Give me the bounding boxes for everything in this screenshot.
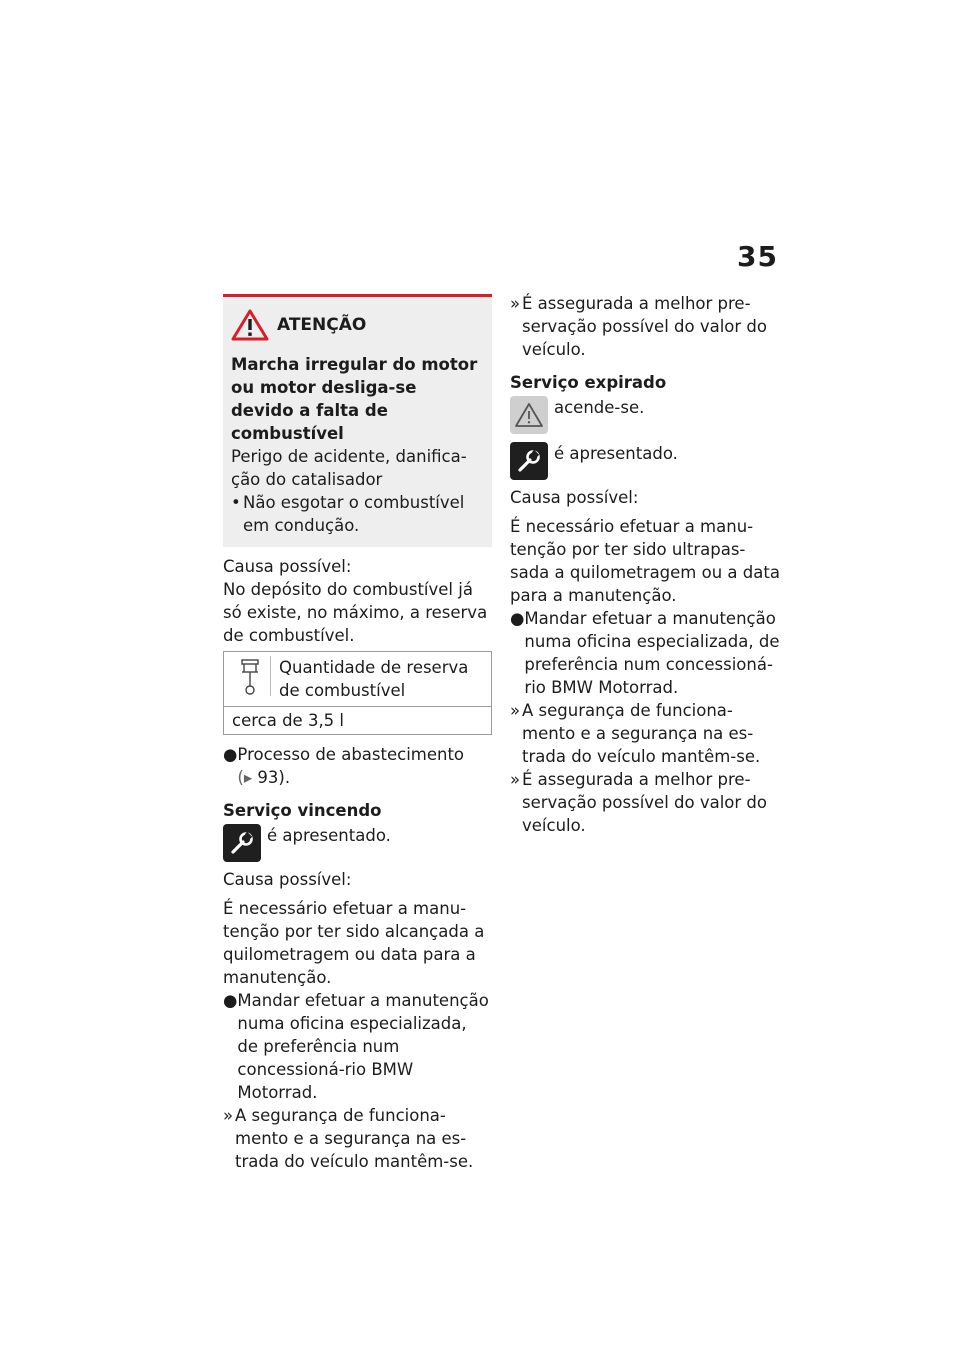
table-value: cerca de 3,5 l: [232, 711, 345, 730]
cause-text: No depósito do combustível já só existe, no máximo, a reserva de combustível.: [223, 580, 488, 645]
result-top: [510, 292, 782, 361]
result-mark: »: [223, 1106, 234, 1125]
service-expired-result-2: [510, 768, 782, 837]
page-number: 35: [737, 240, 778, 273]
warning-text: Perigo de acidente, danifica-ção do catalisador: [231, 447, 467, 489]
wrench-icon: [510, 442, 548, 480]
bullet-mark: ●: [223, 745, 238, 764]
fuel-icon-cell: [230, 656, 271, 696]
warning-triangle-icon: [231, 309, 269, 341]
service-expired-result-1-text: A segurança de funciona-mento e a segurança na es-trada do veículo mantêm-se.: [522, 701, 761, 766]
warning-title: ATENÇÃO: [277, 314, 367, 335]
right-column: [510, 292, 782, 837]
result-top-text: É assegurada a melhor pre-servação possível do valor do veículo.: [522, 294, 767, 359]
service-expired-warning-line: [510, 396, 782, 434]
service-due-bullet: [223, 989, 492, 1104]
result-mark: »: [510, 770, 521, 789]
service-due-cause-text: É necessário efetuar a manu-tenção por ter sido alcançada a quilometragem ou data para a manutenção.: [223, 899, 485, 987]
page-reference[interactable]: 93).: [257, 768, 291, 787]
refuel-bullet: [223, 743, 492, 789]
table-label: Quantidade de reserva de combustível: [279, 658, 469, 700]
bullet-mark: ●: [510, 609, 525, 628]
fuel-pump-icon: [239, 658, 261, 696]
fuel-reserve-table: [223, 651, 492, 735]
service-expired-result-1: [510, 699, 782, 768]
service-expired-wrench-line: [510, 442, 782, 480]
service-due-cause-label: Causa possível:: [223, 870, 352, 889]
service-expired-cause-label: Causa possível:: [510, 488, 639, 507]
spacer: [510, 434, 782, 440]
service-expired-cause-text: É necessário efetuar a manu-tenção por ter sido ultrapas-sada a quilometragem ou a data para a manutenção.: [510, 517, 780, 605]
wrench-icon: [223, 824, 261, 862]
warning-bullet: [231, 491, 484, 537]
result-mark: »: [510, 294, 521, 313]
service-due-bullet-text: Mandar efetuar a manutenção numa oficina especializada, de preferência num concessioná-rio BMW Motorrad.: [237, 991, 489, 1102]
service-expired-bullet-text: Mandar efetuar a manutenção numa oficina especializada, de preferência num concessioná-rio BMW Motorrad.: [524, 609, 780, 697]
result-mark: »: [510, 701, 521, 720]
left-column: [223, 294, 492, 1173]
warning-box: [223, 294, 492, 547]
service-expired-title: Serviço expirado: [510, 373, 667, 392]
table-row: [224, 652, 491, 707]
service-expired-wrench-text: é apresentado.: [554, 444, 678, 463]
service-due-result-text: A segurança de funciona-mento e a segurança na es-trada do veículo mantêm-se.: [235, 1106, 474, 1171]
service-expired-bullet: [510, 607, 782, 699]
refuel-label: Processo de abastecimento: [237, 745, 465, 764]
refuel-text: [237, 743, 492, 789]
service-due-result: [223, 1104, 492, 1173]
cause-label: Causa possível:: [223, 557, 352, 576]
service-due-icon-text: é apresentado.: [267, 826, 391, 845]
warning-bullet-text: Não esgotar o combustível em condução.: [243, 493, 465, 535]
arrow-ref-icon: (▸: [237, 768, 253, 787]
warning-heading: Marcha irregular do motor ou motor desliga-se devido a falta de combustível: [231, 355, 478, 443]
service-due-icon-line: [223, 824, 492, 862]
service-expired-warning-text: acende-se.: [554, 398, 645, 417]
warning-triangle-icon: [510, 396, 548, 434]
bullet-mark: •: [231, 493, 241, 512]
warning-header: [231, 309, 484, 341]
bullet-mark: ●: [223, 991, 238, 1010]
service-due-title: Serviço vincendo: [223, 801, 382, 820]
service-expired-result-2-text: É assegurada a melhor pre-servação possível do valor do veículo.: [522, 770, 767, 835]
